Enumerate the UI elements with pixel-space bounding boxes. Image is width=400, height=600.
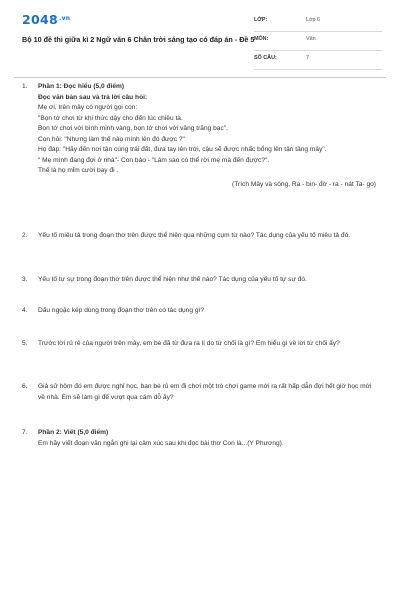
instruction: Đọc văn bản sau và trả lời câu hỏi:: [38, 93, 148, 101]
poem-source: (Trích Mây và sóng, Ra - bin- đờ - ra - nát Ta- go): [232, 180, 376, 188]
question-number: 6.: [22, 383, 28, 390]
question-number: 4.: [22, 307, 28, 314]
question-body: [38, 428, 376, 449]
question-text: Dấu ngoặc kép dùng trong đoạn thơ trên có tác dụng gì?: [38, 307, 204, 314]
poem-line: "Bọn tớ chơi từ khi thức dậy cho đến lúc chiều tà.: [38, 114, 183, 122]
poem-line: Bọn tớ chơi với bình minh vàng, bọn tớ chơi với vầng trăng bạc".: [38, 125, 228, 132]
question-text: Yếu tố tự sự trong đoạn thơ trên được thể hiện như thế nào? Tác dụng của yếu tố tự sự đó.: [38, 276, 307, 283]
header-divider: [14, 77, 386, 78]
question-text: Giả sử hôm đó em được nghỉ học, bạn bè rủ em đi chơi một trò chơi game mới ra rất hấp dẫn đợi hết giờ học mới về nhà. Em sẽ làm gì để vượt qua cám dỗ ấy?: [38, 383, 372, 401]
meta-row-class: [254, 13, 382, 32]
question-text: Em hãy viết đoạn văn ngắn ghi lại cảm xúc sau khi đọc bài thơ Con là...(Y Phương).: [38, 439, 284, 447]
poem-line: Họ đáp: "Hãy đến nơi tận cùng trái đất, đưa tay lên trời, cậu sẽ được nhấc bổng lên tận tầng mây".: [38, 146, 327, 153]
site-logo[interactable]: [22, 12, 70, 27]
meta-value: Lớp 6: [306, 17, 321, 23]
meta-table: [254, 13, 382, 70]
poem-line: Con hỏi: "Nhưng làm thế nào mình lên đó được ?": [38, 135, 185, 143]
meta-value: Văn: [306, 36, 316, 42]
meta-label: SỐ CÂU:: [254, 55, 277, 61]
question-number: 2.: [22, 232, 28, 239]
meta-label: MÔN:: [254, 36, 269, 42]
question-number: 3.: [22, 276, 28, 283]
document-title: Bộ 10 đề thi giữa kì 2 Ngữ văn 6 Chân trời sáng tạo có đáp án - Đề 5: [22, 35, 255, 44]
question-body: [38, 82, 376, 190]
poem-line: " Mẹ mình đang đợi ở nhà"- Con bảo - "Làm sao có thể rời mẹ mà đến được?".: [38, 156, 270, 164]
question-number: 1.: [22, 83, 28, 90]
question-number: 7.: [22, 429, 28, 436]
poem-line: Mẹ ơi, trên mây có người gọi con:: [38, 104, 138, 111]
logo-tld: .vn: [59, 15, 71, 22]
meta-row-count: [254, 51, 382, 70]
header: [22, 12, 382, 72]
logo-text: 2048: [22, 12, 58, 27]
meta-value: 7: [306, 55, 309, 61]
question-number: 5.: [22, 340, 28, 347]
question-text: Trước lời rủ rê của người trên mây, em bé đã từ đưa ra lí do từ chối là gì? Em hiểu gì về lời từ chối ấy?: [38, 340, 340, 347]
question-text: Yếu tố miêu tả trong đoạn thơ trên được thể hiện qua những cụm từ nào? Tác dụng của yếu tố miêu tả đó.: [38, 232, 351, 239]
section-heading: Phần 1: Đọc hiểu (5,0 điểm): [38, 83, 125, 90]
poem-line: Thế là họ mỉm cười bay đi .: [38, 167, 119, 174]
meta-row-subject: [254, 32, 382, 51]
meta-label: LỚP:: [254, 17, 268, 23]
section-heading: Phần 2: Viết (5,0 điểm): [38, 429, 109, 436]
